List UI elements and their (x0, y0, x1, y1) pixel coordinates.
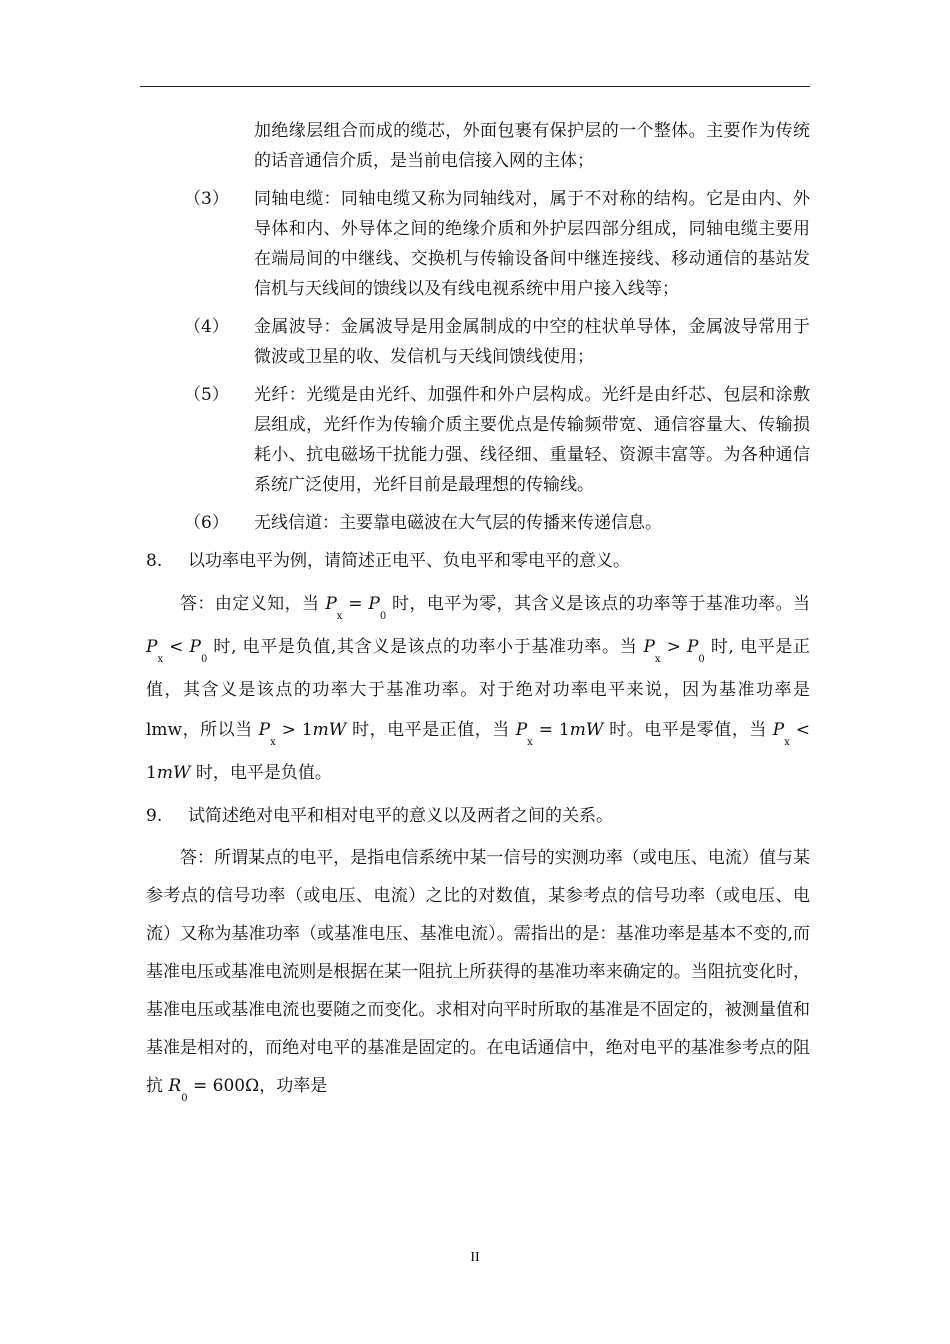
list-item-number: （6） (184, 513, 229, 533)
question-text: 以功率电平为例，请简述正电平、负电平和零电平的意义。 (188, 551, 630, 571)
answer-8 (146, 584, 810, 793)
list-item (146, 380, 810, 500)
list-item-text: 金属波导：金属波导是用金属制成的中空的柱状单导体，金属波导常用于微波或卫星的收、发信机与天线间馈线使用； (254, 317, 810, 367)
formula: $P_x = 1mW$ (515, 720, 604, 748)
list-item (146, 184, 810, 304)
answer-text: 答：由定义知，当 (180, 594, 320, 614)
answer-text: 时，电平是负值。 (195, 763, 332, 783)
page-number: II (470, 1250, 480, 1265)
formula: $P_x = P_0$ (325, 594, 387, 622)
formula: $P_x < P_0$ (146, 637, 208, 665)
list-item (146, 116, 810, 176)
list-item (146, 508, 810, 538)
answer-text: 时，电平为零，其含义是该点的功率等于基准功率。当 (392, 594, 811, 614)
header-rule (140, 86, 810, 87)
answer-text: 时, 电平是正值，其含义是该点的功率大于基准功率。对于绝对功率电平来说，因为基准功率是 lmw，所以当 (146, 637, 811, 740)
answer-text: 时，电平是正值，当 (352, 720, 510, 740)
question-9 (146, 801, 810, 831)
question-number: 9. (146, 806, 163, 826)
list-item (146, 312, 810, 372)
list-item-text: 光纤：光缆是由光纤、加强件和外户层构成。光纤是由纤芯、包层和涂敷层组成，光纤作为传输介质主要优点是传输频带宽、通信容量大、传输损耗小、抗电磁场干扰能力强、线径细、重量轻、资源丰富等。为各种通信系统广泛使用，光纤目前是最理想的传输线。 (254, 385, 810, 495)
question-8 (146, 546, 810, 576)
answer-text: 时。电平是零值，当 (609, 720, 767, 740)
answer-9 (146, 839, 810, 1108)
formula: $R_0 = 600\Omega$ (168, 1076, 260, 1104)
list-item-text: 加绝缘层组合而成的缆芯，外面包裹有保护层的一个整体。主要作为传统的话音通信介质，是当前电信接入网的主体； (254, 121, 810, 171)
answer-text: 时, 电平是负值,其含义是该点的功率小于基准功率。当 (213, 637, 638, 657)
formula: $P_x < 1mW$ (146, 720, 811, 783)
answer-text: ，功率是 (259, 1076, 328, 1096)
question-text: 试简述绝对电平和相对电平的意义以及两者之间的关系。 (188, 806, 613, 826)
list-item-number: （3） (184, 189, 229, 209)
list-item-text: 同轴电缆：同轴电缆又称为同轴线对，属于不对称的结构。它是由内、外导体和内、外导体之间的绝缘介质和外护层四部分组成，同轴电缆主要用在端局间的中继线、交换机与传输设备间中继连接线、移动通信的基站发信机与天线间的馈线以及有线电视系统中用户接入线等； (254, 189, 810, 299)
list-item-number: （4） (184, 317, 229, 337)
question-number: 8. (146, 551, 163, 571)
list-item-number: （5） (184, 385, 229, 405)
page-content (146, 116, 810, 1108)
answer-text: 答：所谓某点的电平，是指电信系统中某一信号的实测功率（或电压、电流）值与某参考点的信号功率（或电压、电流）之比的对数值，某参考点的信号功率（或电压、电流）又称为基准功率（或基准电压、基准电流）。需指出的是：基准功率是基本不变的,而基准电压或基准电流则是根据在某一阻抗上所获得的基准功率来确定的。当阻抗变化时，基准电压或基准电流也要随之而变化。求相对向平时所取的基准是不固定的，被测量值和基准是相对的，而绝对电平的基准是固定的。在电话通信中，绝对电平的基准参考点的阻抗 (146, 848, 810, 1096)
list-item-text: 无线信道：主要靠电磁波在大气层的传播来传递信息。 (254, 513, 662, 533)
formula: $P_x > 1mW$ (258, 720, 347, 748)
formula: $P_x > P_0$ (643, 637, 705, 665)
